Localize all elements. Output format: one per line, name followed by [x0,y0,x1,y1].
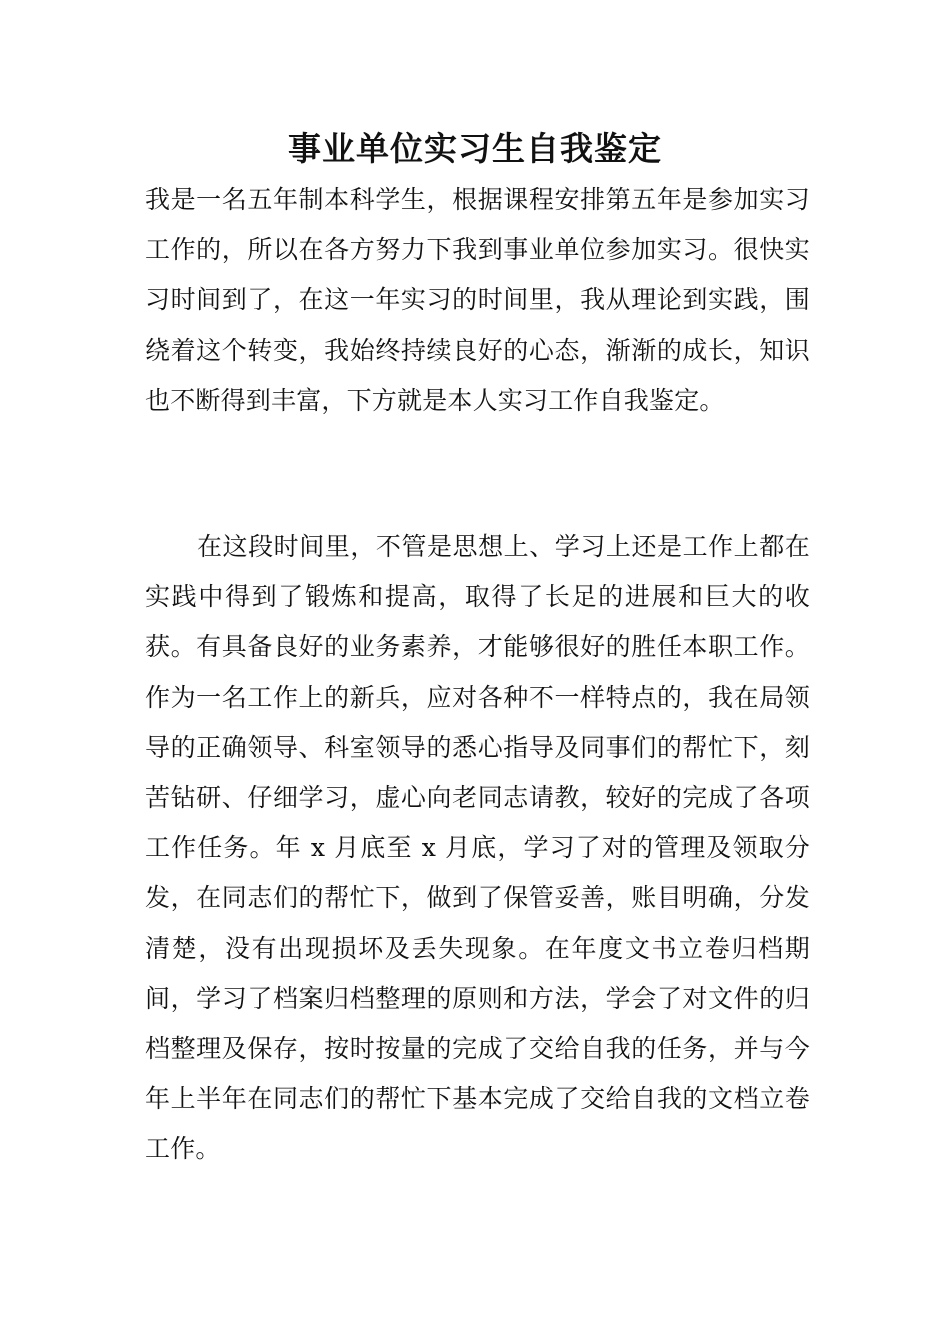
paragraph-intro: 我是一名五年制本科学生，根据课程安排第五年是参加实习工作的，所以在各方努力下我到事业单位参加实习。很快实习时间到了，在这一年实习的时间里，我从理论到实践，围绕着这个转变，我始终持续良好的心态，渐渐的成长，知识也不断得到丰富，下方就是本人实习工作自我鉴定。 [145,185,810,415]
document-title: 事业单位实习生自我鉴定 [288,129,662,168]
paragraph-body: 在这段时间里，不管是思想上、学习上还是工作上都在实践中得到了锻炼和提高，取得了长足的进展和巨大的收获。有具备良好的业务素养，才能够很好的胜任本职工作。作为一名工作上的新兵，应对各种不一样特点的，我在局领导的正确领导、科室领导的悉心指导及同事们的帮忙下，刻苦钻研、仔细学习，虚心向老同志请教，较好的完成了各项工作任务。年 x 月底至 x 月底，学习了对的管理及领取分发，在同志们的帮忙下，做到了保管妥善，账目明确，分发清楚，没有出现损坏及丢失现象。在年度文书立卷归档期间，学习了档案归档整理的原则和方法，学会了对文件的归档整理及保存，按时按量的完成了交给自我的任务，并与今年上半年在同志们的帮忙下基本完成了交给自我的文档立卷工作。 [145,532,810,1164]
